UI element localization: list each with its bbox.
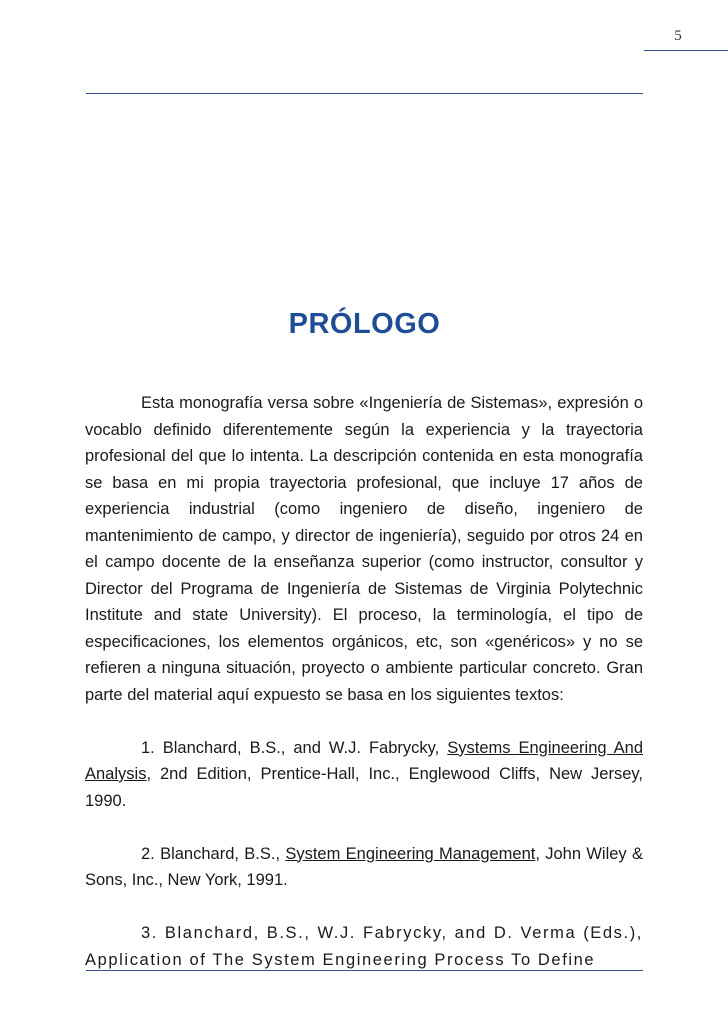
reference-2-suffix: , John Wiley & Sons, Inc., New York, 1991. <box>85 844 643 889</box>
reference-1-prefix: 1. Blanchard, B.S., and W.J. Fabrycky, <box>141 738 448 757</box>
page-title: PRÓLOGO <box>288 308 441 340</box>
reference-1-title: Systems Engineering And Analysis <box>85 738 644 783</box>
top-corner-rule <box>644 50 728 51</box>
page-number: 5 <box>674 28 682 44</box>
header-rule <box>86 93 643 94</box>
reference-3-title: Application of The System Engineering Process To Define <box>85 950 596 969</box>
body-text <box>85 390 643 1000</box>
reference-2-title: System Engineering Management <box>285 844 536 863</box>
reference-3 <box>85 920 643 973</box>
reference-2-prefix: 2. Blanchard, B.S., <box>141 844 286 863</box>
reference-3-prefix: 3. Blanchard, B.S., W.J. Fabrycky, and D. Verma (Eds.), <box>141 924 643 942</box>
reference-1-suffix: , 2nd Edition, Prentice-Hall, Inc., Englewood Cliffs, New Jersey, 1990. <box>85 765 643 810</box>
reference-2 <box>85 841 643 894</box>
intro-paragraph: Esta monografía versa sobre «Ingeniería de Sistemas», expresión o vocablo definido diferentemente según la experiencia y la trayectoria profesional del que lo intenta. La descripción contenida en esta monografía se basa en mi propia trayectoria profesional, que incluye 17 años de experiencia industrial (como ingeniero de diseño, ingeniero de mantenimiento de campo, y director de ingeniería), seguido por otros 24 en el campo docente de la enseñanza superior (como instructor, consultor y Director del Programa de Ingeniería de Sistemas de Virginia Polytechnic Institute and state University). El proceso, la terminología, el tipo de especificaciones, los elementos orgánicos, etc, son «genéricos» y no se refieren a ninguna situación, proyecto o ambiente particular concreto. Gran parte del material aquí expuesto se basa en los siguientes textos: <box>85 394 643 704</box>
footer-rule <box>86 970 643 971</box>
reference-1 <box>85 735 643 815</box>
